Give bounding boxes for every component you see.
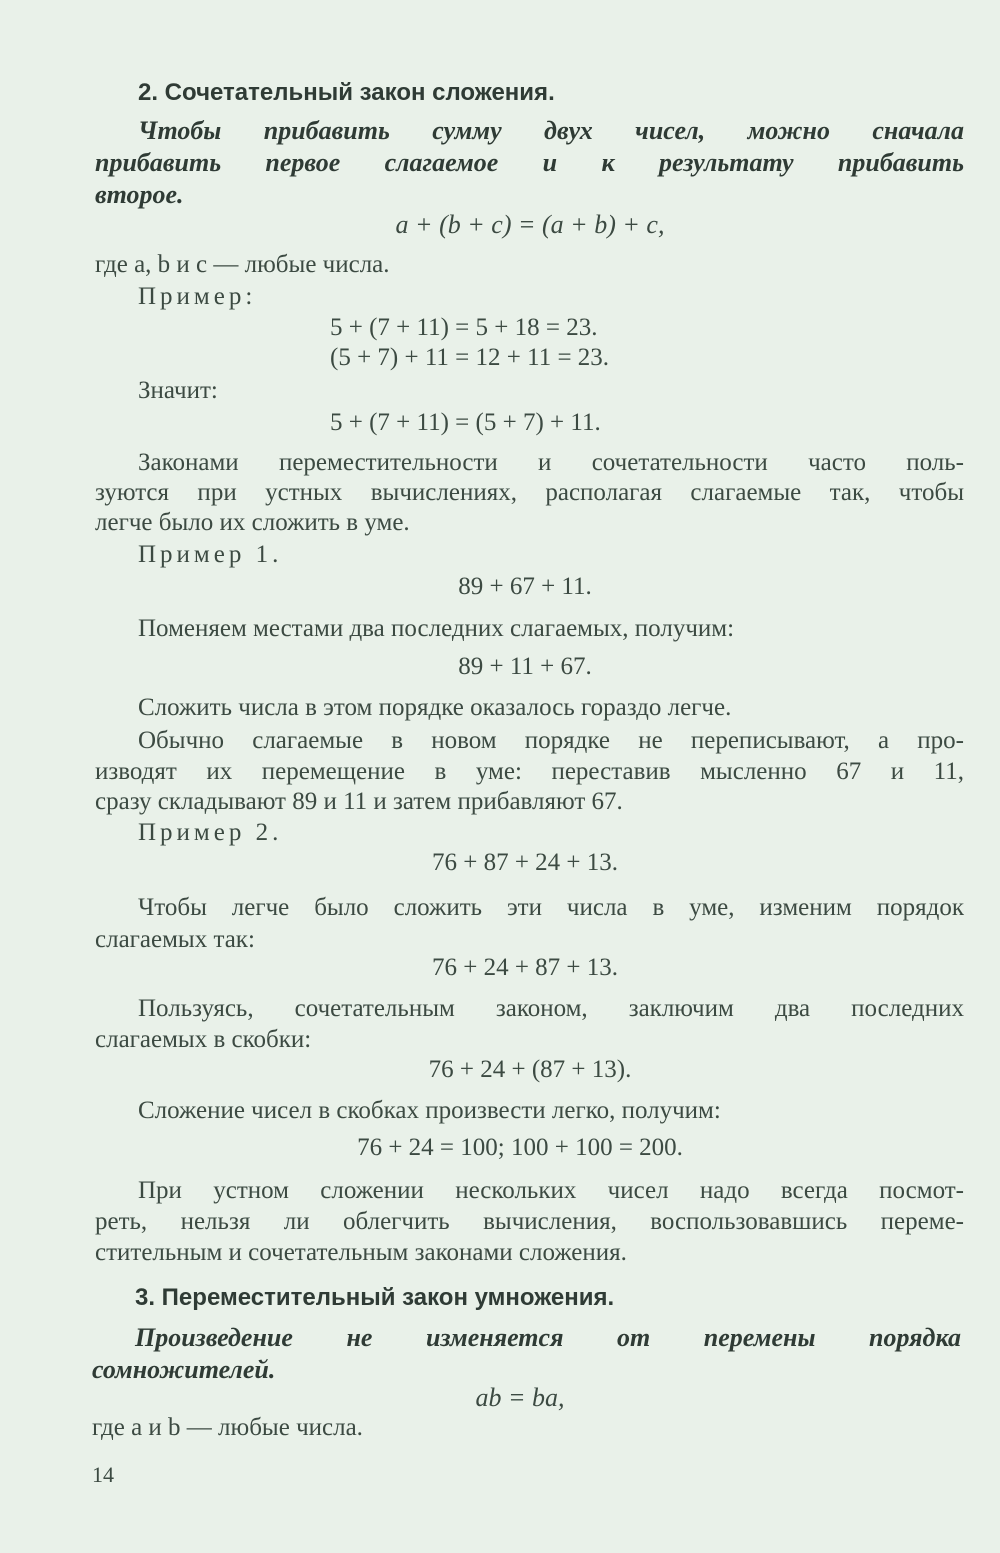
example-1-text: Поменяем местами два последних слагаемых, получим: [138,615,735,642]
paragraph-1-line-3: легче было их сложить в уме. [95,509,410,536]
paragraph-3-line-3: стительным и сочетательным законами сложения. [95,1239,627,1266]
paragraph-3-line-2: реть, нельзя ли облегчить вычисления, воспользовавшись переме- [95,1208,964,1235]
example-2-text-line-2: слагаемых так: [95,926,255,953]
example-1-expression: 89 + 67 + 11. [458,573,592,600]
section-2-rule-line-3: второе. [95,180,184,209]
paragraph-1-line-2: зуются при устных вычислениях, располагая слагаемые так, чтобы [95,479,964,506]
example-2-text2-line-2: слагаемых в скобки: [95,1026,312,1053]
section-3-rule-line-2: сомножителей. [92,1355,276,1384]
associative-formula: a + (b + c) = (a + b) + c, [395,210,665,239]
section-2-where: где a, b и c — любые числа. [95,251,390,278]
example-2-text3: Сложение чисел в скобках произвести легко, получим: [138,1097,721,1124]
example-1-label: Пример 1. [138,541,283,568]
example-2-label: Пример 2. [138,819,283,846]
paragraph-1-line-1: Законами переместительности и сочетательности часто поль- [138,449,964,476]
paragraph-2-line-3: сразу складывают 89 и 11 и затем прибавляют 67. [95,788,623,815]
paragraph-2-line-2: изводят их перемещение в уме: переставив мысленно 67 и 11, [95,758,964,785]
example-2-expression: 76 + 87 + 24 + 13. [431,849,619,876]
example-label: Пример: [138,283,257,310]
example-line-1: 5 + (7 + 11) = 5 + 18 = 23. [330,314,598,341]
example-2-text-line-1: Чтобы легче было сложить эти числа в уме, изменим порядок [138,894,964,921]
section-3-where: где a и b — любые числа. [92,1414,363,1441]
example-line-2: (5 + 7) + 11 = 12 + 11 = 23. [330,344,610,371]
section-3-rule-line-1: Произведение не изменяется от перемены порядка [135,1323,961,1352]
section-2-rule-line-2: прибавить первое слагаемое и к результату прибавить [95,148,964,177]
example-1-note: Сложить числа в этом порядке оказалось гораздо легче. [138,694,732,721]
section-2-rule-line-1: Чтобы прибавить сумму двух чисел, можно сначала [138,116,964,145]
therefore-label: Значит: [138,377,218,404]
section-3-heading: 3. Переместительный закон умножения. [135,1284,615,1311]
example-2-expression-4: 76 + 24 = 100; 100 + 100 = 200. [357,1134,683,1161]
page-number: 14 [92,1462,114,1487]
example-2-expression-2: 76 + 24 + 87 + 13. [431,954,619,981]
paragraph-2-line-1: Обычно слагаемые в новом порядке не переписывают, а про- [138,727,964,754]
section-2-heading: 2. Сочетательный закон сложения. [138,79,555,106]
conclusion-formula: 5 + (7 + 11) = (5 + 7) + 11. [330,409,601,436]
example-1-expression-2: 89 + 11 + 67. [458,653,592,680]
commutative-multiplication-formula: ab = ba, [475,1383,565,1412]
example-2-expression-3: 76 + 24 + (87 + 13). [428,1056,632,1083]
example-2-text2-line-1: Пользуясь, сочетательным законом, заключим два последних [138,995,964,1022]
paragraph-3-line-1: При устном сложении нескольких чисел надо всегда посмот- [138,1177,964,1204]
